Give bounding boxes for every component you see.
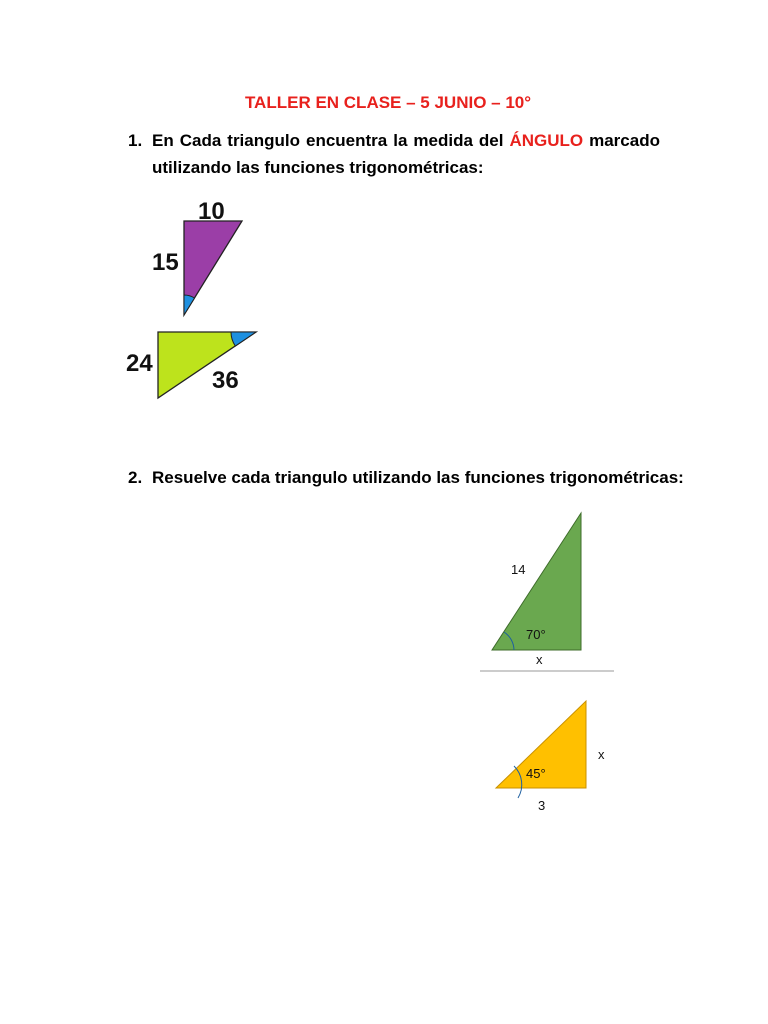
triangle-a-top-label: 10 (198, 198, 225, 225)
triangle-a-angle-mark (184, 295, 195, 315)
question-1-number: 1. (128, 131, 143, 150)
triangle-d-base-label: 3 (538, 798, 546, 813)
triangle-c-angle-label: 70° (526, 627, 546, 642)
q1-word: triangulo (227, 131, 300, 150)
triangle-b-left-label: 24 (126, 350, 153, 377)
triangle-a-left-label: 15 (152, 249, 179, 276)
q1-word: la (393, 131, 408, 150)
q1-word: medida (413, 131, 473, 150)
q1-word: marcado (589, 131, 660, 150)
triangle-b-hypotenuse-label: 36 (212, 367, 239, 394)
triangle-b-figure (120, 325, 270, 405)
triangle-a-figure (140, 195, 260, 325)
question-2-text: Resuelve cada triangulo utilizando las funciones trigonométricas: (152, 468, 684, 487)
triangle-d-angle-label: 45° (526, 766, 546, 781)
triangle-d-figure (490, 696, 620, 826)
q1-word: del (478, 131, 504, 150)
triangle-c-figure (478, 508, 618, 678)
question-1-line-2: utilizando las funciones trigonométricas: (152, 158, 484, 177)
question-1-line-1 (152, 127, 660, 154)
q1-highlight-word: ÁNGULO (509, 131, 584, 150)
question-2-number: 2. (128, 468, 143, 487)
triangle-d-side-label: x (598, 747, 605, 762)
triangle-c-base-label: x (536, 652, 543, 667)
q1-word: Cada (179, 131, 222, 150)
triangle-b-angle-mark (231, 332, 256, 346)
q1-word: En (152, 131, 174, 150)
page-title: TALLER EN CLASE – 5 JUNIO – 10° (244, 93, 532, 112)
q1-word: encuentra (305, 131, 388, 150)
triangle-c-hypotenuse-label: 14 (511, 562, 526, 577)
